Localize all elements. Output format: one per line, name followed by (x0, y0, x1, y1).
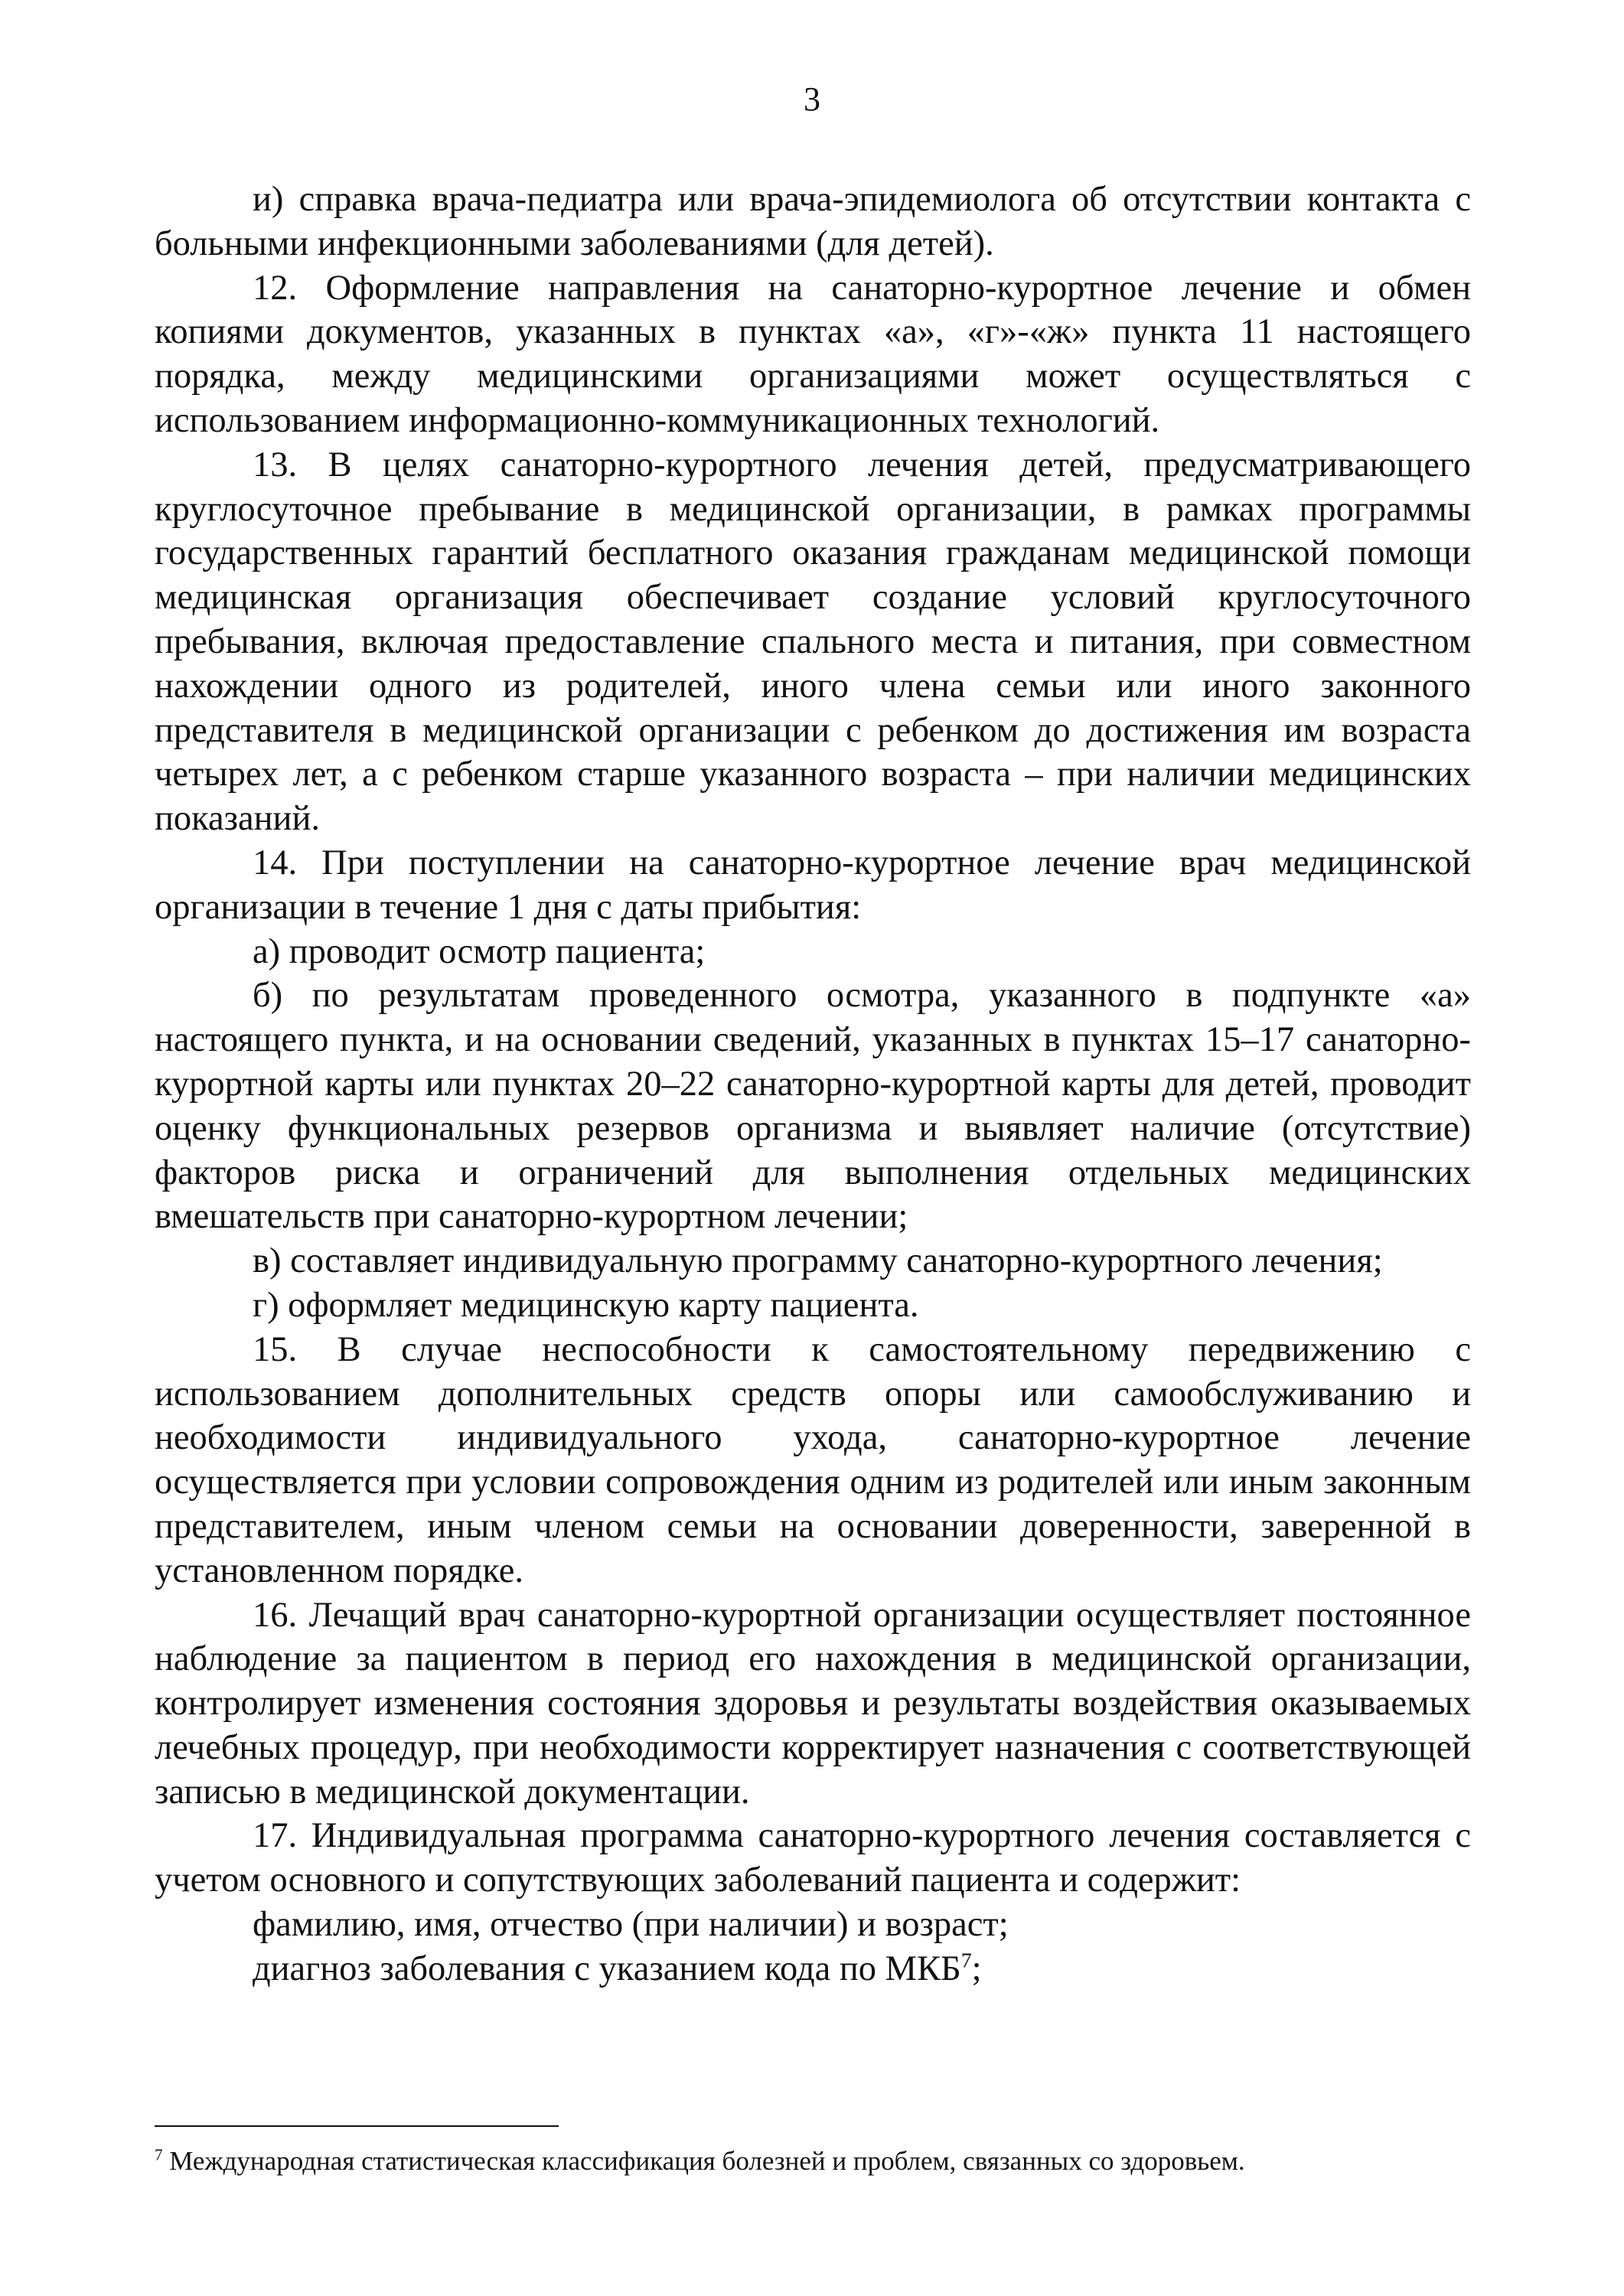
paragraph-16: 16. Лечащий врач санаторно-курортной организации осуществляет постоянное наблюдение за пациентом в период его нахождения в медицинской организации, контролирует изменения состояния здоровья и результаты воздействия оказываемых лечебных процедур, при необходимости корректирует назначения с соответствующей записью в медицинской документации. (155, 1595, 1471, 1812)
paragraph-17-item-2 (155, 1947, 1471, 1991)
paragraph-17-item-2-text: диагноз заболевания с указанием кода по МКБ (253, 1949, 961, 1988)
paragraph-14-v: в) составляет индивидуальную программу санаторно-курортного лечения; (253, 1241, 1383, 1281)
page-number: 3 (804, 80, 820, 118)
footnote (155, 2143, 1471, 2180)
paragraph-12: 12. Оформление направления на санаторно-курортное лечение и обмен копиями документов, указанных в пунктах «а», «г»-«ж» пункта 11 настоящего порядка, между медицинскими организациями может осуществляться с использованием информационно-коммуникационных технологий. (155, 268, 1471, 440)
document-body (155, 178, 1471, 1991)
paragraph-14-b: б) по результатам проведенного осмотра, указанного в подпункте «а» настоящего пункта, и на основании сведений, указанных в пунктах 15–17 санаторно-курортной карты или пунктах 20–22 санаторно-курортной карты для детей, проводит оценку функциональных резервов организма и выявляет наличие (отсутствие) факторов риска и ограничений для выполнения отдельных медицинских вмешательств при санаторно-курортном лечении; (155, 976, 1471, 1237)
paragraph-17-item-2-tail: ; (971, 1949, 982, 1988)
paragraph-15: 15. В случае неспособности к самостоятельному передвижению с использованием дополнительных средств опоры или самообслуживанию и необходимости индивидуального ухода, санаторно-курортное лечение осуществляется при условии сопровождения одним из родителей или иным законным представителем, иным членом семьи на основании доверенности, заверенной в установленном порядке. (155, 1329, 1471, 1590)
paragraph-14-a: а) проводит осмотр пациента; (253, 931, 706, 971)
footnote-text: Международная статистическая классификация болезней и проблем, связанных со здоровьем. (169, 2146, 1245, 2176)
paragraph-14-g: г) оформляет медицинскую карту пациента. (253, 1285, 919, 1325)
footnote-mark: 7 (155, 2145, 163, 2164)
paragraph-11-i: и) справка врача-педиатра или врача-эпидемиолога об отсутствии контакта с больными инфекционными заболеваниями (для детей). (155, 180, 1471, 263)
footnote-reference: 7 (960, 1949, 972, 1973)
paragraph-17-item-1: фамилию, имя, отчество (при наличии) и возраст; (253, 1905, 1009, 1945)
paragraph-17: 17. Индивидуальная программа санаторно-курортного лечения составляется с учетом основного и сопутствующих заболеваний пациента и содержит: (155, 1816, 1471, 1900)
footnote-separator (155, 2125, 559, 2127)
paragraph-14: 14. При поступлении на санаторно-курортное лечение врач медицинской организации в течение 1 дня с даты прибытия: (155, 843, 1471, 927)
paragraph-13: 13. В целях санаторно-курортного лечения детей, предусматривающего круглосуточное пребывание в медицинской организации, в рамках программы государственных гарантий бесплатного оказания гражданам медицинской помощи медицинская организация обеспечивает создание условий круглосуточного пребывания, включая предоставление спального места и питания, при совместном нахождении одного из родителей, иного члена семьи или иного законного представителя в медицинской организации с ребенком до достижения им возраста четырех лет, а с ребенком старше указанного возраста – при наличии медицинских показаний. (155, 445, 1471, 839)
